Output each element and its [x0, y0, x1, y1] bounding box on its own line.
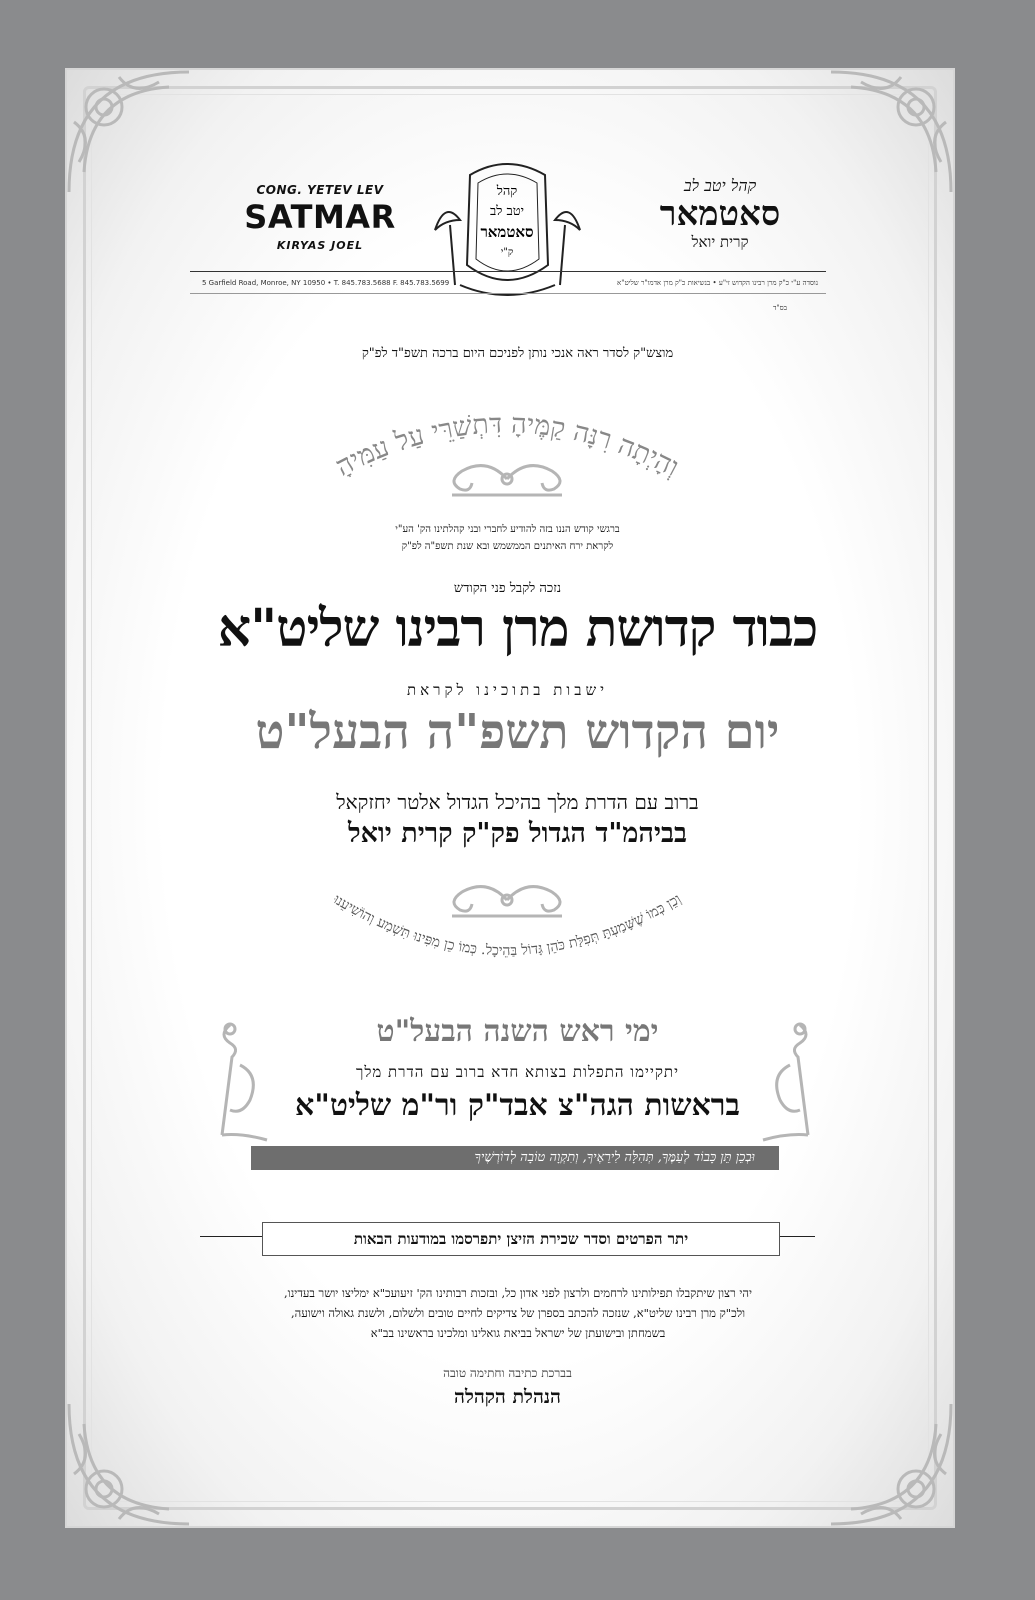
- berov-line: ברוב עם הדרת מלך בהיכל הגדול אלטר יחזקאל: [336, 790, 699, 814]
- letterhead-english: [225, 183, 415, 252]
- founders-note: נוסדה ע"י כ"ק מרן רבינו הקדוש זי"ע • בנשיאות כ"ק מרן אדמו"ר שליט"א: [617, 279, 818, 287]
- flourish-ornament-bottom: [432, 876, 582, 924]
- rosh-hashana-heading: ימי ראש השנה הבעל"ט: [376, 1014, 659, 1049]
- paragraph-line-2: ולכ"ק מרן רבינו שליט"א, שנזכה להכתב בספרן של צדיקים לחיים טובים ולשלום, ולשנת גאולה וישועה,: [290, 1306, 746, 1321]
- heb-satmar: סאטמאר: [659, 194, 781, 234]
- zoche-line: נזכה לקבל פני הקודש: [453, 581, 562, 596]
- emblem-line-1: קהל: [496, 184, 518, 199]
- berashus-line: בראשות הגה"צ אבד"ק ור"מ שליט"א: [294, 1088, 741, 1123]
- corner-ornament-bottom-right: [821, 1394, 961, 1534]
- rebbe-title: כבוד קדושת מרן רבינו שליט"א: [217, 598, 818, 659]
- corner-ornament-bottom-left: [59, 1394, 199, 1534]
- corner-ornament-top-right: [821, 62, 961, 202]
- flourish-ornament-top: [432, 455, 582, 503]
- yeshvus-line: ישבות בתוכינו לקראת: [406, 681, 609, 699]
- kiryas-joel: KIRYAS JOEL: [276, 239, 364, 252]
- greeting-line: בברכת כתיבה וחתימה טובה: [443, 1366, 572, 1380]
- tefilos-line: יתקיימו התפלות בצותא חדא ברוב עם הדרת מלך: [355, 1063, 680, 1081]
- satmar-title: SATMAR: [244, 198, 396, 236]
- signature-line: הנהלת הקהלה: [454, 1386, 561, 1408]
- bsd-mark: בס"ד: [773, 304, 787, 312]
- quote-band: וּבְכֵן תֵּן כָּבוֹד לְעַמֶּךָ, תְּהִלָּה לִירֵאֶיךָ, וְתִקְוָה טוֹבָה לְדוֹרְשֶׁיךָ: [251, 1146, 779, 1170]
- paragraph-line-1: יהי רצון שיתקבלו תפילותינו לרחמים ולרצון לפני אדון כל, ובזכות רבותינו הק' זיעועכ"א ימליצו יושר בעדינו,: [283, 1286, 753, 1300]
- letterhead-rule: [190, 271, 826, 272]
- paragraph-line-3: בשמחתן ובישועתן של ישראל בביאת גואלינו ומלכינו בראשינו בב"א: [370, 1326, 666, 1341]
- details-box: יתר הפרטים וסדר שכירת הזיצן יתפרסמו במודעות הבאות: [262, 1222, 780, 1256]
- arc-lower-text: וְכֵן כְּמוֹ שֶׁשָּׁמַעְתָּ תְּפִלַּת כֹּהֵן גָּדוֹל בַּהֵיכָל. כְּמוֹ כֵן מִפִּינוּ תִּשְׁמַע וְהוֹשִׁיעֵנוּ: [330, 891, 684, 960]
- intro-line-2: לקראת ירח האיתנים הממשמש ובא שנת תשפ"ה לפ"ק: [401, 541, 614, 552]
- emblem-line-4: ק"י: [500, 247, 514, 258]
- date-line: מוצש"ק לסדר ראה אנכי נותן לפניכם היום ברכה תשפ"ד לפ"ק: [361, 346, 674, 361]
- letterhead-rule-lower: [190, 293, 826, 294]
- letterhead-hebrew: [620, 176, 820, 252]
- yom-hakadosh-heading: יום הקדוש תשפ"ה הבעל"ט: [255, 704, 780, 760]
- congregation-emblem: [430, 155, 585, 300]
- emblem-line-3: סאטמאר: [480, 223, 534, 241]
- location-line: בביהמ"ד הגדול פק"ק קרית יואל: [347, 818, 688, 849]
- cong-name: CONG. YETEV LEV: [256, 183, 384, 197]
- arc-upper-text: וְהָיְתָה רִנָּה קַמֶּיהָ דִּתְשַׁרֵּי עַל עַמִּיהָ: [330, 408, 684, 483]
- heb-kiryas: קרית יואל: [691, 233, 749, 252]
- address-line: 5 Garfield Road, Monroe, NY 10950 • T. 845.783.5688 F. 845.783.5699: [202, 279, 450, 287]
- corner-ornament-top-left: [59, 62, 199, 202]
- intro-line-1: ברגשי קודש הננו בזה להודיע לחברי ובני קהלתינו הק' הע"י: [395, 524, 620, 535]
- blessing-paragraph: [238, 1283, 798, 1343]
- heb-kehal: קהל יטב לב: [683, 176, 757, 195]
- emblem-line-2: יטב לב: [489, 204, 525, 219]
